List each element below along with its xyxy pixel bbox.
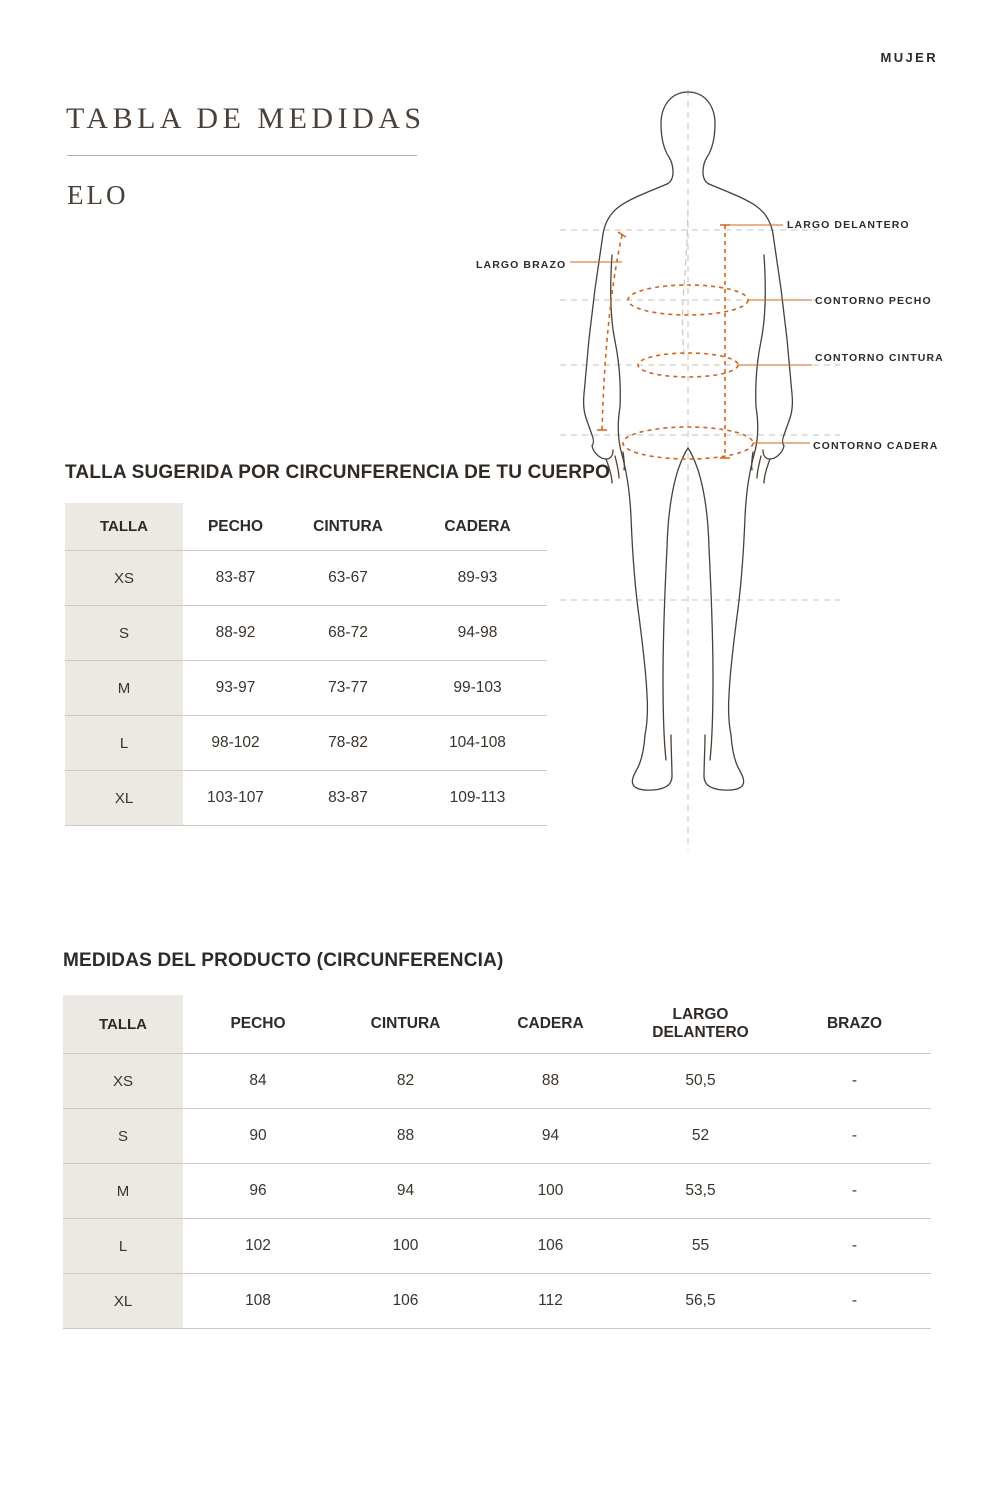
table-row bbox=[65, 771, 547, 826]
cell-cadera: 100 bbox=[478, 1164, 623, 1219]
cell-pecho: 90 bbox=[183, 1109, 333, 1164]
cell-brazo: - bbox=[778, 1164, 931, 1219]
cell-cadera: 104-108 bbox=[408, 716, 547, 771]
cell-cintura: 88 bbox=[333, 1109, 478, 1164]
cell-pecho: 88-92 bbox=[183, 606, 288, 661]
table-row bbox=[63, 1219, 931, 1274]
cell-cintura: 63-67 bbox=[288, 551, 408, 606]
cell-cintura: 82 bbox=[333, 1054, 478, 1109]
callout-leaders bbox=[570, 225, 812, 443]
cell-cadera: 106 bbox=[478, 1219, 623, 1274]
cell-brazo: - bbox=[778, 1274, 931, 1329]
cell-largo-delantero: 53,5 bbox=[623, 1164, 778, 1219]
cell-talla: L bbox=[65, 716, 183, 771]
cell-cadera: 94 bbox=[478, 1109, 623, 1164]
product-name: ELO bbox=[67, 180, 129, 210]
cell-pecho: 84 bbox=[183, 1054, 333, 1109]
cell-pecho: 93-97 bbox=[183, 661, 288, 716]
cell-cintura: 106 bbox=[333, 1274, 478, 1329]
table-row bbox=[65, 606, 547, 661]
cell-cadera: 99-103 bbox=[408, 661, 547, 716]
cell-pecho: 108 bbox=[183, 1274, 333, 1329]
column-header-pecho: PECHO bbox=[183, 995, 333, 1054]
cell-talla: XL bbox=[63, 1274, 183, 1329]
cell-talla: L bbox=[63, 1219, 183, 1274]
callout-contorno-cadera: CONTORNO CADERA bbox=[813, 440, 939, 452]
cell-cintura: 68-72 bbox=[288, 606, 408, 661]
callout-largo-delantero: LARGO DELANTERO bbox=[787, 219, 910, 231]
cell-talla: M bbox=[63, 1164, 183, 1219]
column-header-cintura: CINTURA bbox=[288, 503, 408, 551]
cell-talla: XS bbox=[63, 1054, 183, 1109]
cell-talla: XS bbox=[65, 551, 183, 606]
body-table-title: TALLA SUGERIDA POR CIRCUNFERENCIA DE TU CUERPO bbox=[65, 462, 611, 483]
cell-pecho: 102 bbox=[183, 1219, 333, 1274]
column-header-cintura: CINTURA bbox=[333, 995, 478, 1054]
table-header-row bbox=[63, 995, 931, 1054]
column-header-largo-delantero bbox=[623, 995, 778, 1054]
cell-cadera: 94-98 bbox=[408, 606, 547, 661]
cell-pecho: 103-107 bbox=[183, 771, 288, 826]
table-header-row bbox=[65, 503, 547, 551]
cell-brazo: - bbox=[778, 1054, 931, 1109]
cell-largo-delantero: 56,5 bbox=[623, 1274, 778, 1329]
cell-cadera: 89-93 bbox=[408, 551, 547, 606]
cell-pecho: 83-87 bbox=[183, 551, 288, 606]
cell-talla: S bbox=[65, 606, 183, 661]
cell-cintura: 73-77 bbox=[288, 661, 408, 716]
page-title: TABLA DE MEDIDAS bbox=[66, 102, 426, 135]
column-header-brazo: BRAZO bbox=[778, 995, 931, 1054]
cell-cintura: 78-82 bbox=[288, 716, 408, 771]
column-header-largo-line1: LARGO bbox=[672, 1006, 729, 1024]
cell-cintura: 94 bbox=[333, 1164, 478, 1219]
cell-brazo: - bbox=[778, 1109, 931, 1164]
title-divider bbox=[67, 155, 417, 156]
column-header-talla: TALLA bbox=[63, 995, 183, 1054]
column-header-pecho: PECHO bbox=[183, 503, 288, 551]
table-row bbox=[65, 716, 547, 771]
cell-cadera: 109-113 bbox=[408, 771, 547, 826]
cell-brazo: - bbox=[778, 1219, 931, 1274]
cell-talla: M bbox=[65, 661, 183, 716]
cell-talla: S bbox=[63, 1109, 183, 1164]
gender-label: MUJER bbox=[880, 50, 938, 65]
table-row bbox=[63, 1274, 931, 1329]
cell-largo-delantero: 52 bbox=[623, 1109, 778, 1164]
body-size-table bbox=[65, 503, 547, 826]
cell-pecho: 96 bbox=[183, 1164, 333, 1219]
cell-cintura: 83-87 bbox=[288, 771, 408, 826]
table-row bbox=[65, 661, 547, 716]
cell-cintura: 100 bbox=[333, 1219, 478, 1274]
cell-cadera: 88 bbox=[478, 1054, 623, 1109]
product-size-table bbox=[63, 995, 931, 1329]
column-header-talla: TALLA bbox=[65, 503, 183, 551]
column-header-cadera: CADERA bbox=[478, 995, 623, 1054]
cell-largo-delantero: 55 bbox=[623, 1219, 778, 1274]
column-header-cadera: CADERA bbox=[408, 503, 547, 551]
product-table-title: MEDIDAS DEL PRODUCTO (CIRCUNFERENCIA) bbox=[63, 950, 504, 971]
cell-cadera: 112 bbox=[478, 1274, 623, 1329]
cell-talla: XL bbox=[65, 771, 183, 826]
callout-contorno-pecho: CONTORNO PECHO bbox=[815, 295, 932, 307]
table-row bbox=[65, 551, 547, 606]
callout-largo-brazo: LARGO BRAZO bbox=[476, 259, 567, 271]
table-row bbox=[63, 1164, 931, 1219]
cell-pecho: 98-102 bbox=[183, 716, 288, 771]
cell-largo-delantero: 50,5 bbox=[623, 1054, 778, 1109]
measure-accents bbox=[597, 225, 753, 459]
column-header-largo-line2: DELANTERO bbox=[652, 1024, 749, 1041]
callout-contorno-cintura: CONTORNO CINTURA bbox=[815, 352, 944, 364]
table-row bbox=[63, 1054, 931, 1109]
table-row bbox=[63, 1109, 931, 1164]
